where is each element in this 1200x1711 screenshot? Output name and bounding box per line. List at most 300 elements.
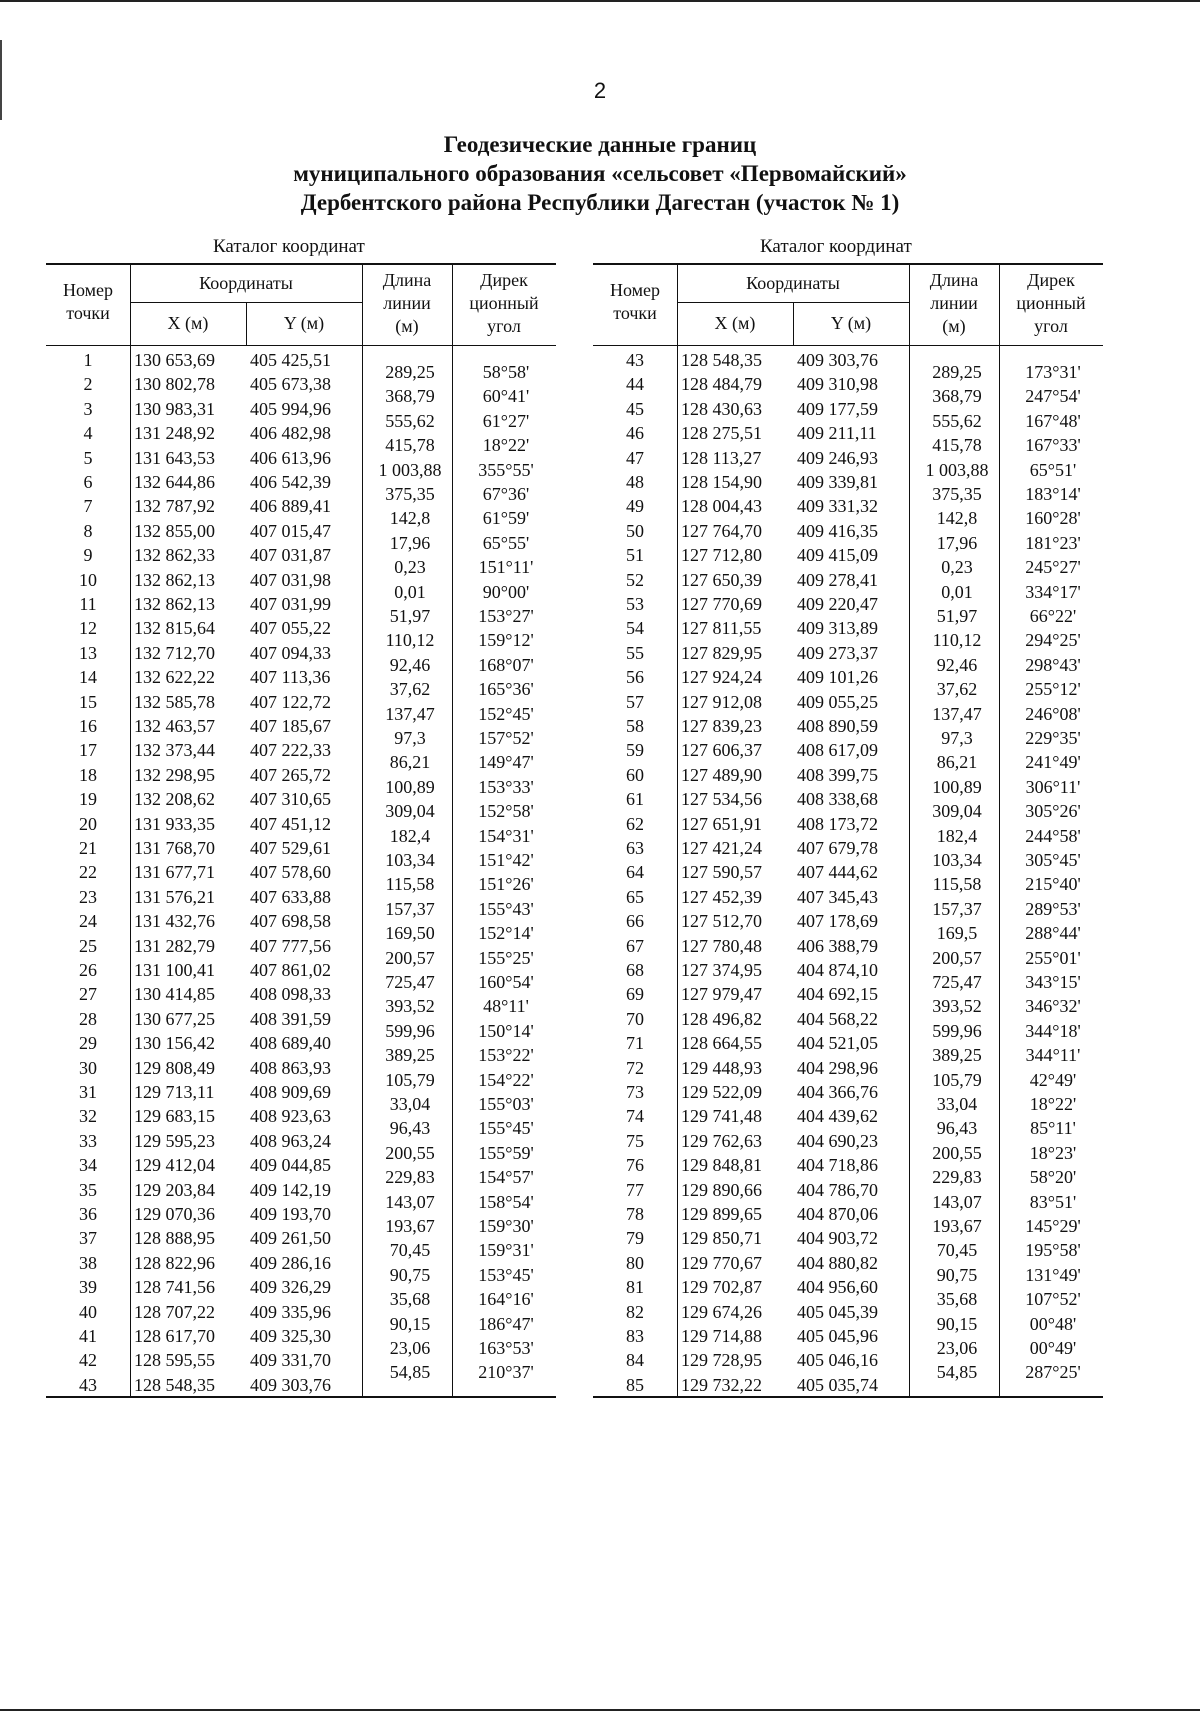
y-coordinate-cell: 408 173,72	[797, 813, 878, 834]
point-number-cell: 44	[626, 374, 644, 395]
line-length-cell: 182,4	[936, 825, 978, 846]
header-direction-angle: Дирек ционный угол	[469, 270, 539, 336]
x-coordinate-cell: 132 787,92	[134, 496, 215, 517]
point-number-cell: 79	[626, 1228, 644, 1249]
header-divider	[130, 302, 362, 303]
y-coordinate-cell: 409 193,70	[250, 1204, 331, 1224]
point-number-cell: 39	[79, 1277, 97, 1298]
direction-angle-cell: 229°35'	[1025, 728, 1081, 748]
line-length-cell: 0,01	[941, 581, 973, 602]
y-coordinate-cell: 407 031,99	[250, 594, 331, 614]
x-coordinate-cell: 129 808,49	[134, 1057, 215, 1078]
y-coordinate-cell: 407 633,88	[250, 886, 331, 907]
direction-angle-cell: 165°36'	[478, 679, 534, 700]
direction-angle-cell: 61°27'	[482, 410, 530, 431]
header-line-length: Длина линии (м)	[382, 270, 432, 336]
direction-angle-cell: 255°01'	[1025, 947, 1081, 968]
x-coordinate-cell: 129 762,63	[681, 1130, 762, 1151]
direction-angle-cell: 168°07'	[478, 654, 534, 675]
x-coordinate-cell: 127 374,95	[681, 960, 762, 980]
segment-row	[46, 384, 556, 408]
line-length-cell: 86,21	[389, 752, 431, 773]
direction-angle-cell: 154°57'	[478, 1167, 534, 1188]
x-coordinate-cell: 127 811,55	[681, 618, 762, 639]
y-coordinate-cell: 408 338,68	[797, 789, 878, 810]
x-coordinate-cell: 127 590,57	[681, 862, 762, 883]
x-coordinate-cell: 130 802,78	[134, 374, 215, 395]
point-number-cell: 15	[79, 691, 97, 712]
x-coordinate-cell: 127 770,69	[681, 594, 762, 614]
segment-row	[46, 824, 556, 848]
direction-angle-cell: 107°52'	[1025, 1289, 1081, 1310]
point-number-cell: 43	[79, 1374, 97, 1395]
y-coordinate-cell: 409 325,30	[250, 1326, 331, 1346]
x-coordinate-cell: 130 156,42	[134, 1033, 215, 1054]
x-coordinate-cell: 131 643,53	[134, 447, 215, 468]
y-coordinate-cell: 407 222,33	[250, 740, 331, 761]
point-number-cell: 64	[626, 862, 644, 883]
point-number-cell: 83	[626, 1326, 644, 1346]
segment-row	[46, 897, 556, 921]
x-coordinate-cell: 129 714,88	[681, 1326, 762, 1346]
header-direction-angle: Дирек ционный угол	[1016, 270, 1086, 336]
point-number-cell: 40	[79, 1301, 97, 1322]
segment-row	[46, 702, 556, 726]
line-length-cell: 110,12	[932, 630, 982, 651]
segment-row	[46, 921, 556, 945]
catalog-caption-left: Каталог координат	[213, 236, 365, 257]
direction-angle-cell: 155°03'	[478, 1094, 534, 1114]
segment-row	[46, 1165, 556, 1189]
line-length-cell: 92,46	[936, 654, 978, 675]
segment-row	[593, 775, 1103, 799]
line-length-cell: 229,83	[932, 1167, 982, 1188]
direction-angle-cell: 145°29'	[1025, 1216, 1081, 1236]
direction-angle-cell: 163°53'	[478, 1338, 534, 1358]
line-length-cell: 375,35	[385, 484, 435, 504]
point-number-cell: 30	[79, 1057, 97, 1078]
y-coordinate-cell: 407 031,98	[250, 569, 331, 590]
point-number-cell: 8	[83, 520, 93, 541]
x-coordinate-cell: 132 585,78	[134, 691, 215, 712]
x-coordinate-cell: 129 713,11	[134, 1082, 215, 1102]
point-number-cell: 9	[83, 545, 93, 566]
line-length-cell: 103,34	[385, 850, 435, 870]
point-number-cell: 63	[626, 838, 644, 858]
direction-angle-cell: 158°54'	[478, 1191, 534, 1212]
header-x: X (м)	[167, 313, 209, 333]
y-coordinate-cell: 404 874,10	[797, 960, 878, 980]
direction-angle-cell: 00°49'	[1029, 1338, 1077, 1358]
x-coordinate-cell: 128 548,35	[681, 350, 762, 370]
point-number-cell: 18	[79, 764, 97, 785]
y-coordinate-cell: 409 326,29	[250, 1277, 331, 1298]
point-number-cell: 54	[626, 618, 644, 639]
direction-angle-cell: 151°42'	[478, 850, 534, 870]
point-number-cell: 77	[626, 1179, 644, 1200]
line-length-cell: 309,04	[932, 801, 982, 822]
x-coordinate-cell: 127 512,70	[681, 911, 762, 932]
y-coordinate-cell: 404 439,62	[797, 1106, 878, 1127]
line-length-cell: 375,35	[932, 484, 982, 504]
line-length-cell: 23,06	[936, 1338, 978, 1358]
x-coordinate-cell: 129 412,04	[134, 1155, 215, 1176]
x-coordinate-cell: 130 414,85	[134, 984, 215, 1005]
point-number-cell: 25	[79, 935, 97, 956]
y-coordinate-cell: 409 278,41	[797, 569, 878, 590]
segment-row	[593, 604, 1103, 628]
y-coordinate-cell: 408 909,69	[250, 1082, 331, 1102]
line-length-cell: 105,79	[932, 1069, 982, 1090]
x-coordinate-cell: 132 208,62	[134, 789, 215, 810]
segment-row	[46, 506, 556, 530]
y-coordinate-cell: 407 031,87	[250, 545, 331, 566]
y-coordinate-cell: 405 045,39	[797, 1301, 878, 1322]
catalog-caption-right: Каталог координат	[760, 236, 912, 257]
y-coordinate-cell: 407 310,65	[250, 789, 331, 810]
x-coordinate-cell: 127 651,91	[681, 813, 762, 834]
segment-row	[46, 653, 556, 677]
line-length-cell: 143,07	[385, 1191, 435, 1212]
point-number-cell: 80	[626, 1252, 644, 1273]
y-coordinate-cell: 409 261,50	[250, 1228, 331, 1249]
segment-row	[46, 1092, 556, 1116]
line-length-cell: 37,62	[389, 679, 431, 700]
point-number-cell: 31	[79, 1082, 97, 1102]
point-number-cell: 27	[79, 984, 97, 1005]
point-number-cell: 38	[79, 1252, 97, 1273]
line-length-cell: 142,8	[936, 508, 978, 529]
segment-row	[46, 1287, 556, 1311]
direction-angle-cell: 210°37'	[478, 1362, 534, 1383]
y-coordinate-cell: 407 777,56	[250, 935, 331, 956]
y-coordinate-cell: 404 692,15	[797, 984, 878, 1005]
direction-angle-cell: 344°11'	[1025, 1045, 1081, 1066]
direction-angle-cell: 160°28'	[1025, 508, 1081, 529]
line-length-cell: 54,85	[389, 1362, 431, 1383]
segment-row	[46, 360, 556, 384]
segment-row	[46, 1068, 556, 1092]
line-length-cell: 105,79	[385, 1069, 435, 1090]
line-length-cell: 0,01	[394, 581, 426, 602]
y-coordinate-cell: 407 679,78	[797, 838, 878, 858]
line-length-cell: 555,62	[932, 410, 982, 431]
y-coordinate-cell: 409 303,76	[797, 350, 878, 370]
x-coordinate-cell: 129 448,93	[681, 1057, 762, 1078]
line-length-cell: 229,83	[385, 1167, 435, 1188]
line-length-cell: 90,15	[936, 1313, 978, 1334]
segment-row	[593, 1068, 1103, 1092]
point-number-cell: 32	[79, 1106, 97, 1127]
y-coordinate-cell: 409 331,70	[250, 1350, 331, 1371]
segment-row	[46, 946, 556, 970]
segment-row	[593, 1336, 1103, 1360]
direction-angle-cell: 287°25'	[1025, 1362, 1081, 1383]
point-number-cell: 45	[626, 398, 644, 419]
direction-angle-cell: 58°58'	[482, 362, 530, 382]
segment-row	[46, 994, 556, 1018]
document-title	[0, 130, 1200, 217]
line-length-cell: 90,15	[389, 1313, 431, 1334]
y-coordinate-cell: 409 335,96	[250, 1301, 331, 1322]
point-number-cell: 82	[626, 1301, 644, 1322]
point-number-cell: 46	[626, 423, 644, 444]
segment-row	[46, 1312, 556, 1336]
line-length-cell: 200,55	[932, 1142, 982, 1163]
x-coordinate-cell: 128 595,55	[134, 1350, 215, 1371]
direction-angle-cell: 65°51'	[1029, 459, 1077, 480]
y-coordinate-cell: 409 313,89	[797, 618, 878, 639]
line-length-cell: 182,4	[389, 825, 431, 846]
point-number-cell: 52	[626, 569, 644, 590]
y-coordinate-cell: 409 220,47	[797, 594, 878, 614]
direction-angle-cell: 85°11'	[1030, 1118, 1076, 1139]
segment-row	[593, 848, 1103, 872]
x-coordinate-cell: 132 298,95	[134, 764, 215, 785]
segment-row	[46, 1360, 556, 1384]
segment-row	[593, 653, 1103, 677]
y-coordinate-cell: 408 689,40	[250, 1033, 331, 1054]
line-length-cell: 599,96	[385, 1020, 435, 1041]
direction-angle-cell: 247°54'	[1025, 386, 1081, 407]
direction-angle-cell: 58°20'	[1029, 1167, 1077, 1188]
x-coordinate-cell: 132 862,33	[134, 545, 215, 566]
line-length-cell: 200,57	[932, 947, 982, 968]
direction-angle-cell: 152°45'	[478, 703, 534, 724]
y-coordinate-cell: 409 142,19	[250, 1179, 331, 1200]
direction-angle-cell: 155°45'	[478, 1118, 534, 1139]
line-length-cell: 157,37	[385, 898, 435, 919]
direction-angle-cell: 48°11'	[483, 996, 529, 1017]
direction-angle-cell: 154°31'	[478, 825, 534, 846]
x-coordinate-cell: 132 463,57	[134, 716, 215, 736]
line-length-cell: 70,45	[936, 1240, 978, 1261]
x-coordinate-cell: 131 768,70	[134, 838, 215, 858]
y-coordinate-cell: 404 690,23	[797, 1130, 878, 1151]
x-coordinate-cell: 128 484,79	[681, 374, 762, 395]
x-coordinate-cell: 128 548,35	[134, 1374, 215, 1395]
line-length-cell: 389,25	[932, 1045, 982, 1066]
y-coordinate-cell: 404 366,76	[797, 1082, 878, 1102]
segment-row	[46, 1263, 556, 1287]
x-coordinate-cell: 130 983,31	[134, 398, 215, 419]
point-number-cell: 26	[79, 960, 97, 980]
point-number-cell: 4	[83, 423, 93, 444]
segment-row	[593, 1360, 1103, 1384]
point-number-cell: 58	[626, 716, 644, 736]
point-number-cell: 34	[79, 1155, 97, 1176]
direction-angle-cell: 67°36'	[482, 484, 530, 504]
y-coordinate-cell: 409 416,35	[797, 520, 878, 541]
x-coordinate-cell: 127 650,39	[681, 569, 762, 590]
line-length-cell: 97,3	[394, 728, 426, 748]
point-number-cell: 72	[626, 1057, 644, 1078]
direction-angle-cell: 181°23'	[1025, 532, 1081, 553]
segment-row	[593, 482, 1103, 506]
line-length-cell: 599,96	[932, 1020, 982, 1041]
line-length-cell: 193,67	[385, 1216, 435, 1236]
direction-angle-cell: 164°16'	[478, 1289, 534, 1310]
y-coordinate-cell: 409 044,85	[250, 1155, 331, 1176]
line-length-cell: 200,55	[385, 1142, 435, 1163]
x-coordinate-cell: 127 489,90	[681, 764, 762, 785]
line-length-cell: 97,3	[941, 728, 973, 748]
point-number-cell: 62	[626, 813, 644, 834]
x-coordinate-cell: 127 421,24	[681, 838, 762, 858]
segment-row	[46, 970, 556, 994]
y-coordinate-cell: 409 331,32	[797, 496, 878, 517]
segment-row	[593, 1092, 1103, 1116]
direction-angle-cell: 167°33'	[1025, 435, 1081, 456]
direction-angle-cell: 346°32'	[1025, 996, 1081, 1017]
point-number-cell: 75	[626, 1130, 644, 1151]
segment-row	[593, 1141, 1103, 1165]
direction-angle-cell: 153°22'	[478, 1045, 534, 1066]
y-coordinate-cell: 409 415,09	[797, 545, 878, 566]
point-number-cell: 81	[626, 1277, 644, 1298]
line-length-cell: 555,62	[385, 410, 435, 431]
x-coordinate-cell: 127 534,56	[681, 789, 762, 810]
segment-row	[593, 1116, 1103, 1140]
point-number-cell: 76	[626, 1155, 644, 1176]
direction-angle-cell: 90°00'	[482, 581, 530, 602]
point-number-cell: 22	[79, 862, 97, 883]
y-coordinate-cell: 408 399,75	[797, 764, 878, 785]
line-length-cell: 137,47	[932, 703, 982, 724]
y-coordinate-cell: 406 889,41	[250, 496, 331, 517]
x-coordinate-cell: 128 888,95	[134, 1228, 215, 1249]
line-length-cell: 143,07	[932, 1191, 982, 1212]
line-length-cell: 92,46	[389, 654, 431, 675]
y-coordinate-cell: 409 273,37	[797, 642, 878, 663]
table-header	[46, 263, 556, 346]
x-coordinate-cell: 128 430,63	[681, 398, 762, 419]
x-coordinate-cell: 128 741,56	[134, 1277, 215, 1298]
segment-row	[46, 1019, 556, 1043]
point-number-cell: 16	[79, 716, 97, 736]
y-coordinate-cell: 406 388,79	[797, 935, 878, 956]
y-coordinate-cell: 407 122,72	[250, 691, 331, 712]
direction-angle-cell: 66°22'	[1029, 606, 1077, 626]
page-number: 2	[593, 78, 607, 103]
direction-angle-cell: 00°48'	[1029, 1313, 1077, 1334]
segment-row	[593, 555, 1103, 579]
line-length-cell: 289,25	[932, 362, 982, 382]
title-line-2: муниципального образования «сельсовет «Первомайский»	[293, 161, 907, 186]
direction-angle-cell: 298°43'	[1025, 654, 1081, 675]
point-number-cell: 24	[79, 911, 97, 932]
point-number-cell: 47	[626, 447, 644, 468]
y-coordinate-cell: 407 265,72	[250, 764, 331, 785]
point-number-cell: 37	[79, 1228, 97, 1249]
y-coordinate-cell: 404 718,86	[797, 1155, 878, 1176]
x-coordinate-cell: 129 683,15	[134, 1106, 215, 1127]
segment-row	[593, 1190, 1103, 1214]
point-number-cell: 65	[626, 886, 644, 907]
x-coordinate-cell: 128 113,27	[681, 447, 762, 468]
x-coordinate-cell: 127 764,70	[681, 520, 762, 541]
point-number-cell: 6	[83, 472, 93, 492]
line-length-cell: 103,34	[932, 850, 982, 870]
line-length-cell: 368,79	[932, 386, 982, 407]
point-number-cell: 20	[79, 813, 97, 834]
segment-row	[593, 531, 1103, 555]
direction-angle-cell: 355°55'	[478, 459, 534, 480]
line-length-cell: 725,47	[385, 972, 435, 992]
x-coordinate-cell: 127 979,47	[681, 984, 762, 1005]
direction-angle-cell: 343°15'	[1025, 972, 1081, 992]
y-coordinate-cell: 404 786,70	[797, 1179, 878, 1200]
point-number-cell: 19	[79, 789, 97, 810]
segment-row	[593, 458, 1103, 482]
x-coordinate-cell: 127 924,24	[681, 667, 762, 688]
line-length-cell: 0,23	[394, 557, 426, 578]
line-length-cell: 393,52	[385, 996, 435, 1017]
line-length-cell: 368,79	[385, 386, 435, 407]
point-number-cell: 17	[79, 740, 97, 761]
y-coordinate-cell: 409 310,98	[797, 374, 878, 395]
x-coordinate-cell: 132 622,22	[134, 667, 215, 688]
point-number-cell: 1	[83, 350, 93, 370]
point-number-cell: 57	[626, 691, 644, 712]
direction-angle-cell: 160°54'	[478, 972, 534, 992]
direction-angle-cell: 241°49'	[1025, 752, 1081, 773]
direction-angle-cell: 294°25'	[1025, 630, 1081, 651]
point-number-cell: 13	[79, 642, 97, 663]
direction-angle-cell: 65°55'	[482, 532, 530, 553]
x-coordinate-cell: 131 432,76	[134, 911, 215, 932]
segment-row	[46, 677, 556, 701]
y-coordinate-cell: 405 045,96	[797, 1326, 878, 1346]
direction-angle-cell: 246°08'	[1025, 703, 1081, 724]
point-number-cell: 73	[626, 1082, 644, 1102]
point-number-cell: 56	[626, 667, 644, 688]
y-coordinate-cell: 405 035,74	[797, 1374, 878, 1395]
direction-angle-cell: 83°51'	[1029, 1191, 1077, 1212]
direction-angle-cell: 195°58'	[1025, 1240, 1081, 1261]
point-number-cell: 74	[626, 1106, 644, 1127]
direction-angle-cell: 344°18'	[1025, 1020, 1081, 1041]
direction-angle-cell: 151°26'	[478, 874, 534, 895]
segment-row	[46, 1238, 556, 1262]
point-number-cell: 41	[79, 1326, 97, 1346]
header-y: Y (м)	[830, 313, 872, 333]
line-length-cell: 389,25	[385, 1045, 435, 1066]
segment-row	[46, 799, 556, 823]
x-coordinate-cell: 131 677,71	[134, 862, 215, 883]
y-coordinate-cell: 406 482,98	[250, 423, 331, 444]
segment-row	[593, 1214, 1103, 1238]
direction-angle-cell: 18°22'	[482, 435, 530, 456]
point-number-cell: 61	[626, 789, 644, 810]
segment-row	[46, 433, 556, 457]
y-coordinate-cell: 408 617,09	[797, 740, 878, 761]
point-number-cell: 51	[626, 545, 644, 566]
coordinates-table-left	[46, 263, 556, 1398]
x-coordinate-cell: 129 070,36	[134, 1204, 215, 1224]
y-coordinate-cell: 409 101,26	[797, 667, 878, 688]
point-number-cell: 49	[626, 496, 644, 517]
y-coordinate-cell: 407 345,43	[797, 886, 878, 907]
segment-row	[593, 702, 1103, 726]
x-coordinate-cell: 132 862,13	[134, 594, 215, 614]
direction-angle-cell: 159°31'	[478, 1240, 534, 1261]
direction-angle-cell: 152°58'	[478, 801, 534, 822]
table-body	[46, 346, 556, 1398]
y-coordinate-cell: 407 444,62	[797, 862, 878, 883]
line-length-cell: 169,5	[936, 923, 978, 944]
title-line-3: Дербентского района Республики Дагестан (участок № 1)	[300, 190, 900, 215]
